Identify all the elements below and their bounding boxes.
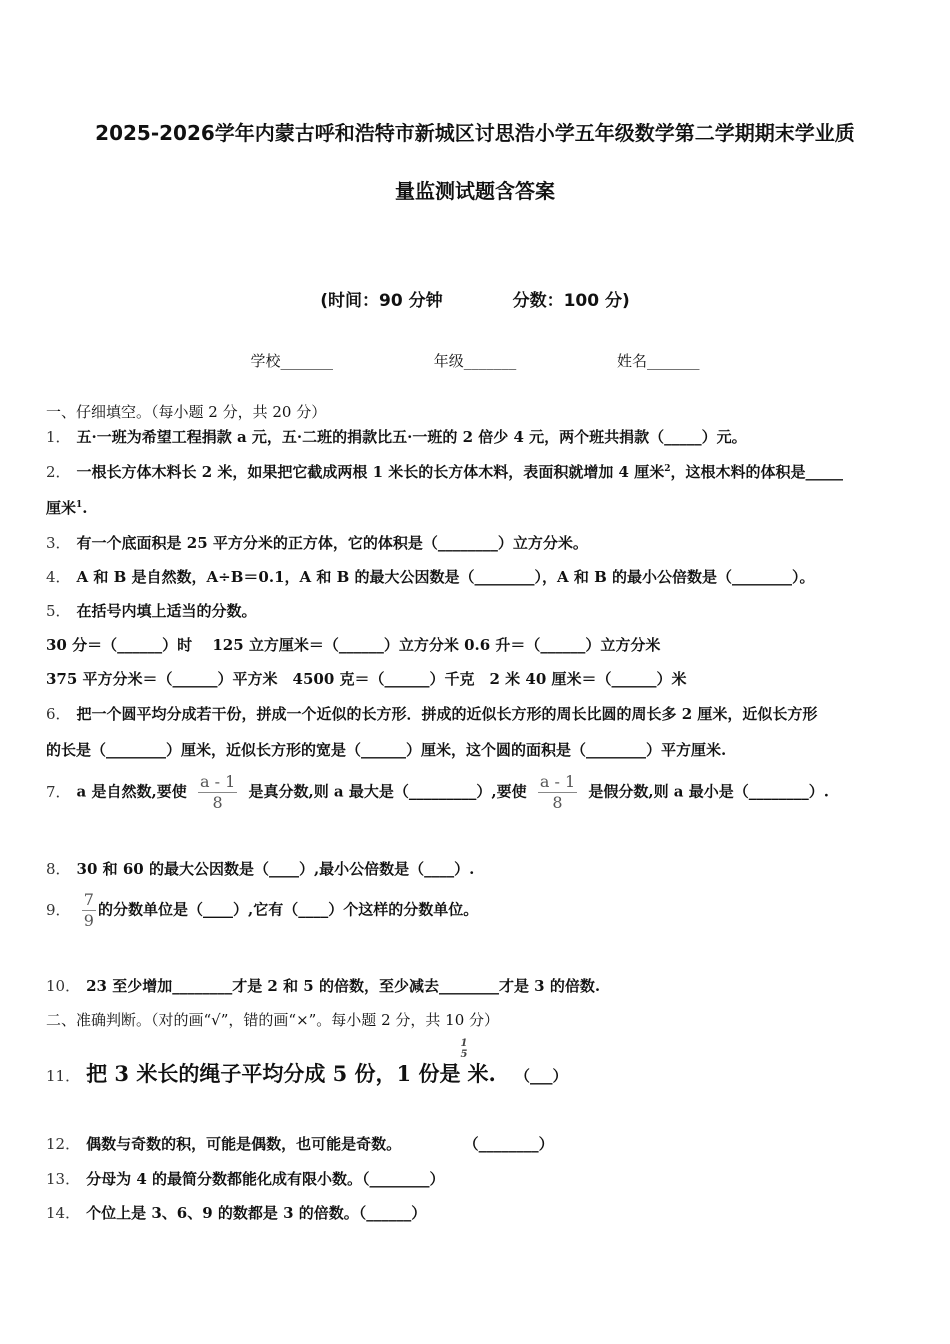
question-number: 9． (46, 900, 71, 919)
exam-meta (0, 286, 950, 311)
section-2-heading: 二、准确判断。（对的画“√”，错的画“×”。每小题 2 分，共 10 分） (46, 1011, 500, 1029)
question-text: A 和 B 是自然数，A÷B＝0.1，A 和 B 的最大公因数是（________），A 和 B 的最小公倍数是（________）。 (76, 568, 815, 586)
fraction (460, 1038, 467, 1060)
question-number: 10． (46, 977, 81, 995)
question-number: 12． (46, 1135, 81, 1153)
question-5-row-2: 375 平方分米＝（______）平方米 4500 克＝（______）千克 2 米 40 厘米＝（______）米 (46, 670, 687, 688)
name-field: 姓名_______ (617, 352, 700, 370)
question-text: 个位上是 3、6、9 的数都是 3 的倍数。（______） (86, 1204, 427, 1222)
question-text: 是假分数,则 a 最小是（________）. (588, 782, 829, 801)
fraction-numerator: a - 1 (199, 772, 236, 791)
question-4 (46, 566, 814, 587)
superscript: 1 (76, 500, 83, 510)
question-number: 6． (46, 705, 71, 723)
question-text: . (82, 499, 88, 517)
question-number: 7． (46, 782, 71, 801)
question-12 (46, 1133, 554, 1154)
question-text: 是真分数,则 a 最大是（_________）,要使 (248, 782, 527, 801)
question-6 (46, 703, 817, 724)
question-6-cont: 的长是（________）厘米，近似长方形的宽是（______）厘米，这个圆的面积是（________）平方厘米. (46, 741, 727, 759)
question-5-row-1: 30 分＝（______）时 125 立方厘米＝（______）立方分米 0.6 升＝（______）立方分米 (46, 636, 661, 654)
question-number: 4． (46, 568, 71, 586)
fraction-denominator: 5 (460, 1049, 468, 1060)
question-text: 一根长方体木料长 2 米，如果把它截成两根 1 米长的长方体木料，表面积就增加 4 厘米 (76, 463, 665, 481)
question-text: 米. (467, 1061, 496, 1086)
question-2 (46, 461, 843, 482)
question-text: 有一个底面积是 25 平方分米的正方体，它的体积是（________）立方分米。 (76, 534, 588, 552)
grade-field: 年级_______ (433, 352, 517, 370)
question-13 (46, 1168, 444, 1189)
fraction (82, 890, 96, 931)
fraction-denominator: 9 (83, 911, 94, 930)
student-info (0, 350, 950, 371)
question-9 (46, 890, 478, 931)
school-field: 学校_______ (250, 352, 333, 370)
question-text: 偶数与奇数的积，可能是偶数，也可能是奇数。 (86, 1135, 402, 1153)
question-number: 3． (46, 534, 71, 552)
question-text: 五·一班为希望工程捐款 a 元，五·二班的捐款比五·一班的 2 倍少 4 元，两个班共捐款（_____）元。 (76, 428, 747, 446)
question-text: 把一个圆平均分成若干份，拼成一个近似的长方形．拼成的近似长方形的周长比圆的周长多 2 厘米，近似长方形 (76, 705, 818, 723)
fraction-denominator: 8 (552, 793, 563, 812)
answer-blank: （________） (471, 1135, 554, 1153)
question-text: 30 和 60 的最大公因数是（____）,最小公倍数是（____）. (76, 860, 475, 878)
score-info: 分数：100 分) (512, 291, 630, 311)
answer-blank: （___） (515, 1067, 568, 1085)
question-7 (46, 772, 829, 813)
page-title (40, 104, 910, 220)
question-text: a 是自然数,要使 (76, 782, 187, 801)
fraction-numerator: a - 1 (539, 772, 576, 791)
question-number: 5． (46, 602, 71, 620)
time-info: (时间：90 分钟 (320, 291, 443, 311)
question-10 (46, 975, 600, 996)
question-text: 23 至少增加________才是 2 和 5 的倍数，至少减去________才是 3 的倍数. (86, 977, 601, 995)
question-8 (46, 858, 474, 879)
question-14 (46, 1202, 426, 1223)
question-2-cont (46, 497, 88, 518)
question-number: 1． (46, 428, 71, 446)
section-1-heading: 一、仔细填空。（每小题 2 分，共 20 分） (46, 403, 327, 421)
question-text: 的分数单位是（____）,它有（____）个这样的分数单位。 (97, 900, 479, 919)
question-number: 11． (46, 1067, 81, 1085)
question-text: 分母为 4 的最简分数都能化成有限小数。（________） (86, 1170, 445, 1188)
fraction (198, 772, 237, 813)
question-3 (46, 532, 588, 553)
question-text: 在括号内填上适当的分数。 (76, 602, 257, 620)
fraction-denominator: 8 (212, 793, 223, 812)
question-number: 14． (46, 1204, 81, 1222)
fraction-numerator: 1 (460, 1038, 468, 1049)
question-11 (46, 1038, 568, 1088)
question-text: 厘米 (46, 499, 77, 517)
question-number: 13． (46, 1170, 81, 1188)
title-line-1: 2025-2026学年内蒙古呼和浩特市新城区讨思浩小学五年级数学第二学期期末学业质 (95, 121, 855, 145)
question-number: 2． (46, 463, 71, 481)
question-text: ，这根木料的体积是_____ (670, 463, 843, 481)
question-text: 把 3 米长的绳子平均分成 5 份，1 份是 (86, 1061, 461, 1086)
question-1 (46, 426, 747, 447)
superscript: 2 (664, 464, 671, 474)
fraction (538, 772, 577, 813)
title-line-2: 量监测试题含答案 (395, 179, 555, 203)
question-number: 8． (46, 860, 71, 878)
fraction-numerator: 7 (83, 890, 94, 909)
question-5 (46, 600, 257, 621)
